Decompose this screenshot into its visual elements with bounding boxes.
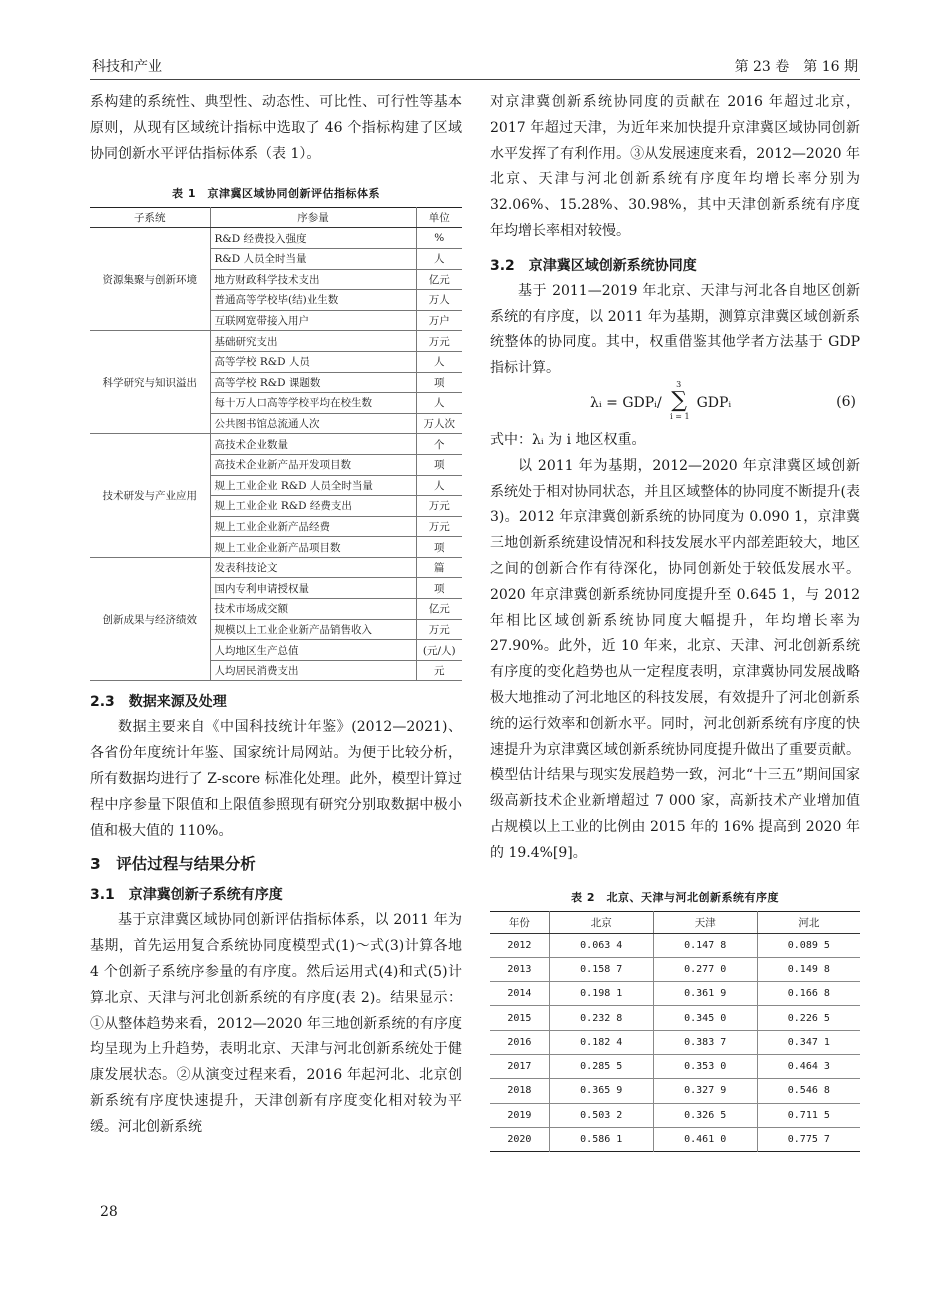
table1-unit-cell: (元/人): [416, 640, 462, 661]
table2-cell: 2016: [490, 1030, 549, 1054]
page-number: 28: [100, 1204, 118, 1220]
table2-cell: 2017: [490, 1055, 549, 1079]
table1-param-cell: 人均居民消费支出: [210, 660, 416, 681]
table1-param-cell: 地方财政科学技术支出: [210, 269, 416, 290]
formula-rhs: GDPᵢ: [696, 394, 732, 411]
right-column: [490, 90, 860, 1152]
table2-cell: 0.326 5: [653, 1103, 757, 1127]
table2-cell: 0.775 7: [787, 1134, 830, 1146]
table1-param-cell: 普通高等学校毕(结)业生数: [210, 290, 416, 311]
table2: [490, 911, 860, 1153]
table1-unit-cell: 篇: [416, 557, 462, 578]
table1-row: [90, 331, 462, 352]
section-2-3-paragraph: 数据主要来自《中国科技统计年鉴》(2012—2021)、各省份年度统计年鉴、国家统计局网站。为便于比较分析，所有数据均进行了 Z-score 标准化处理。此外，模型计算过程中序参量下限值和上限值参照现有研究分别取数据中极小值和极大值的 110%。: [90, 719, 462, 839]
table1-row: [90, 228, 462, 249]
table1-unit-cell: 项: [416, 578, 462, 599]
table2-cell: 0.166 8: [757, 982, 860, 1006]
formula-expression: [590, 379, 732, 421]
table2-cell: 0.383 7: [653, 1030, 757, 1054]
table2-cell: 2012: [490, 933, 549, 957]
table2-cell: 0.089 5: [757, 933, 860, 957]
table2-body: [490, 933, 860, 1152]
table2-row: [490, 1055, 860, 1079]
table1-subsystem-cell: 资源集聚与创新环境: [90, 228, 210, 331]
table1-unit-cell: 万元: [416, 331, 462, 352]
section-2-3-heading: 2.3 数据来源及处理: [90, 694, 227, 711]
table1-param-cell: 规上工业企业 R&D 经费支出: [210, 496, 416, 517]
section-3-1-paragraph: 基于京津冀区域协同创新评估指标体系，以 2011 年为基期，首先运用复合系统协同度模型式(1)～式(3)计算各地 4 个创新子系统序参量的有序度。然后运用式(4)和式(5)计算北京、天津与河北创新系统的有序度(表 2)。结果显示：①从整体趋势来看，2012—2020 年三地创新系统的有序度均呈现为上升趋势，表明北京、天津与河北创新系统处于健康发展状态。②从演变过程来看，2016 年起河北、北京创新系统有序度快速提升，天津创新有序度变化相对较为平缓。河北创新系统: [90, 912, 462, 1135]
table1-unit-cell: 万元: [416, 516, 462, 537]
table2-row: [490, 982, 860, 1006]
table2-caption: 表 2 北京、天津与河北创新系统有序度: [571, 890, 779, 904]
table1-param-cell: 基础研究支出: [210, 331, 416, 352]
table1-unit-cell: 亿元: [416, 269, 462, 290]
table1-unit-cell: 人: [416, 248, 462, 269]
table1-param-cell: R&D 人员全时当量: [210, 248, 416, 269]
table2-cell: 2015: [490, 1006, 549, 1030]
table2-cell: 0.365 9: [549, 1079, 653, 1103]
table1-param-cell: 高等学校 R&D 人员: [210, 351, 416, 372]
table1-body: [90, 228, 462, 681]
table1-header-param: 序参量: [210, 208, 416, 228]
table2-cell: 0.464 3: [757, 1055, 860, 1079]
table2-cell: 0.711 5: [757, 1103, 860, 1127]
table2-cell: 0.147 8: [653, 933, 757, 957]
table2-row: [490, 957, 860, 981]
sum-lower-limit: i = 1: [670, 411, 690, 421]
table1-unit-cell: 人: [416, 393, 462, 414]
formula-6: [490, 379, 860, 428]
table1-param-cell: 国内专利申请授权量: [210, 578, 416, 599]
table1-unit-cell: 人: [416, 475, 462, 496]
table1-unit-cell: 元: [416, 660, 462, 681]
table1-subsystem-cell: 技术研发与产业应用: [90, 434, 210, 558]
table1-header-unit: 单位: [416, 208, 462, 228]
table2-row: [490, 1127, 860, 1151]
table1-param-cell: 规上工业企业 R&D 人员全时当量: [210, 475, 416, 496]
continued-paragraph: 对京津冀创新系统协同度的贡献在 2016 年超过北京，2017 年超过天津，为近年来加快提升京津冀区域协同创新水平发挥了有利作用。③从发展速度来看，2012—2020 年北京、天津与河北创新系统有序度年均增长率分别为 32.06%、15.28%、30.98%，其中天津创新系统有序度年均增长率相对较慢。: [490, 94, 860, 239]
table1-param-cell: 发表科技论文: [210, 557, 416, 578]
table1-param-cell: 高技术企业数量: [210, 434, 416, 455]
table2-cell: 0.503 2: [549, 1103, 653, 1127]
sum-symbol: 3 ∑ i = 1: [670, 379, 690, 421]
table2-header-year: 年份: [490, 911, 549, 933]
table1-unit-cell: 人: [416, 351, 462, 372]
table2-row: [490, 1030, 860, 1054]
result-paragraph: 以 2011 年为基期，2012—2020 年京津冀区域创新系统处于相对协同状态，并且区域整体的协同度不断提升(表 3)。2012 年京津冀创新系统的协同度为 0.090 1，京津冀三地创新系统建设情况和科技发展水平内部差距较大，地区之间的创新合作有待深化，协同创新处于较低发展水平。2020 年京津冀创新系统协同度提升至 0.645 1，与 2012 年相比区域创新系统协同度大幅提升，年均增长率为 27.90%。此外，近 10 年来，北京、天津、河北创新系统有序度的变化趋势也从一定程度表明，京津冀协同发展战略极大地推动了河北地区的科技发展，有效提升了河北创新系统的运行效率和创新水平。同时，河北创新系统有序度的快速提升为京津冀区域创新系统协同度提升做出了重要贡献。模型估计结果与现实发展趋势一致，河北“十三五”期间国家级高新技术企业新增超过 7 000 家，高新技术产业增加值占规模以上工业的比例由 2015 年的 16% 提高到 2020 年的 19.4%[9]。: [490, 457, 860, 861]
table2-row: [490, 1079, 860, 1103]
table1-row: [90, 557, 462, 578]
table1-param-cell: 互联网宽带接入用户: [210, 310, 416, 331]
table1-param-cell: 技术市场成交额: [210, 599, 416, 620]
table2-header-tianjin: 天津: [653, 911, 757, 933]
table1-unit-cell: 亿元: [416, 599, 462, 620]
table2-cell: 0.277 0: [653, 957, 757, 981]
section-3-2-heading: 3.2 京津冀区域创新系统协同度: [490, 257, 697, 274]
left-column: [90, 90, 462, 1141]
intro-paragraph: 系构建的系统性、典型性、动态性、可比性、可行性等基本原则，从现有区域统计指标中选取了 46 个指标构建了区域协同创新水平评估指标体系（表 1）。: [90, 94, 462, 162]
table2-cell: 2020: [490, 1127, 549, 1151]
table1-header-subsystem: 子系统: [90, 208, 210, 228]
table2-header-hebei: 河北: [757, 911, 860, 933]
table2-cell: 2018: [490, 1079, 549, 1103]
table1-unit-cell: 万元: [416, 619, 462, 640]
table1-param-cell: 规上工业企业新产品项目数: [210, 537, 416, 558]
table2-cell: 2019: [490, 1103, 549, 1127]
table1-unit-cell: 项: [416, 537, 462, 558]
table2-cell: 0.285 5: [549, 1055, 653, 1079]
table2-cell: 0.226 5: [757, 1006, 860, 1030]
table2-header-beijing: 北京: [549, 911, 653, 933]
table2-cell: 2013: [490, 957, 549, 981]
table1-param-cell: 公共图书馆总流通人次: [210, 413, 416, 434]
table1-param-cell: 规上工业企业新产品经费: [210, 516, 416, 537]
table2-cell: 0.063 4: [549, 933, 653, 957]
table2-cell: 0.347 1: [757, 1030, 860, 1054]
running-header: [90, 56, 860, 80]
table1-subsystem-cell: 创新成果与经济绩效: [90, 557, 210, 681]
table2-row: [490, 1103, 860, 1127]
table2-cell: 0.586 1: [549, 1127, 653, 1151]
table1-caption: 表 1 京津冀区域协同创新评估指标体系: [172, 187, 380, 201]
table1: [90, 207, 462, 681]
table1-param-cell: 规模以上工业企业新产品销售收入: [210, 619, 416, 640]
section-3-2-paragraph: 基于 2011—2019 年北京、天津与河北各自地区创新系统的有序度，以 2011 年为基期，测算京津冀区域创新系统整体的协同度。其中，权重借鉴其他学者方法基于 GDP 指标计算。: [490, 282, 860, 377]
table1-unit-cell: 项: [416, 454, 462, 475]
table2-row: [490, 1006, 860, 1030]
table1-param-cell: R&D 经费投入强度: [210, 228, 416, 249]
table1-param-cell: 每十万人口高等学校平均在校生数: [210, 393, 416, 414]
table1-subsystem-cell: 科学研究与知识溢出: [90, 331, 210, 434]
table1-param-cell: 人均地区生产总值: [210, 640, 416, 661]
section-3-1-heading: 3.1 京津冀创新子系统有序度: [90, 887, 283, 904]
formula-note: 式中：λᵢ 为 i 地区权重。: [490, 431, 646, 448]
table1-row: [90, 434, 462, 455]
table1-unit-cell: 万人次: [416, 413, 462, 434]
table1-unit-cell: %: [416, 228, 462, 249]
table2-cell: 0.158 7: [549, 957, 653, 981]
table1-unit-cell: 个: [416, 434, 462, 455]
table2-cell: 0.546 8: [757, 1079, 860, 1103]
formula-lhs: λᵢ = GDPᵢ/: [590, 394, 662, 411]
table1-param-cell: 高技术企业新产品开发项目数: [210, 454, 416, 475]
table2-cell: 0.198 1: [549, 982, 653, 1006]
table2-cell: 0.345 0: [653, 1006, 757, 1030]
table2-cell: 0.232 8: [549, 1006, 653, 1030]
journal-name: 科技和产业: [92, 59, 162, 75]
table2-cell: 0.149 8: [757, 957, 860, 981]
table2-cell: 0.327 9: [653, 1079, 757, 1103]
table1-unit-cell: 万户: [416, 310, 462, 331]
table2-cell: 0.182 4: [549, 1030, 653, 1054]
sum-upper-limit: 3: [676, 379, 682, 389]
table1-unit-cell: 万元: [416, 496, 462, 517]
section-3-heading: 3 评估过程与结果分析: [90, 855, 256, 874]
table2-row: [490, 933, 860, 957]
table1-unit-cell: 万人: [416, 290, 462, 311]
table1-param-cell: 高等学校 R&D 课题数: [210, 372, 416, 393]
table2-cell: 2014: [490, 982, 549, 1006]
formula-number: (6): [836, 393, 856, 410]
table1-unit-cell: 项: [416, 372, 462, 393]
table2-cell: 0.353 0: [653, 1055, 757, 1079]
table2-cell: 0.361 9: [653, 982, 757, 1006]
table2-cell: 0.461 0: [653, 1127, 757, 1151]
volume-issue: 第 23 卷 第 16 期: [734, 59, 858, 75]
